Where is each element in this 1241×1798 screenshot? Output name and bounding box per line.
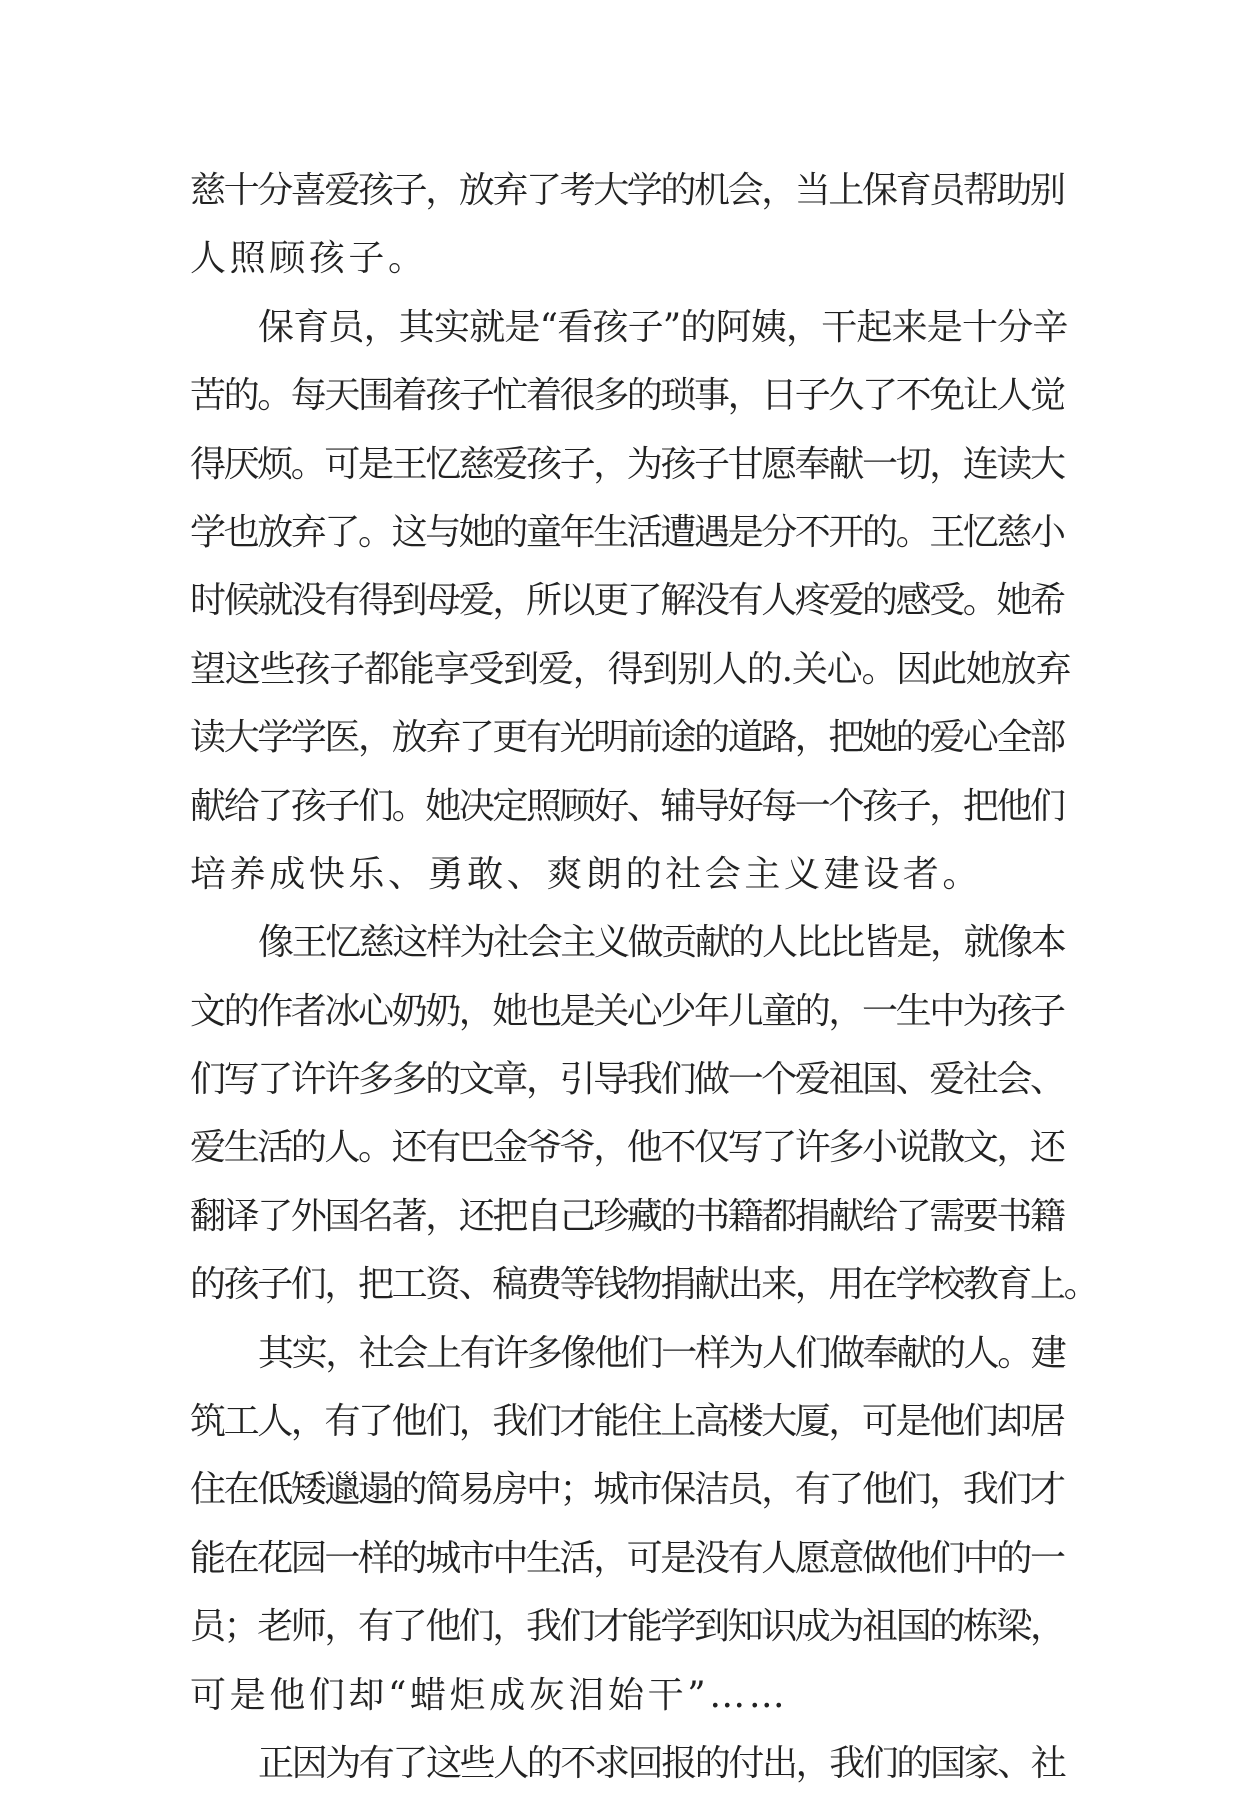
text-line: 翻译了外国名著，还把自己珍藏的书籍都捐献给了需要书籍 [190, 1195, 1064, 1237]
text-line: 保育员，其实就是“看孩子”的阿姨，干起来是十分辛 [258, 306, 1068, 348]
text-line: 苦的。每天围着孩子忙着很多的琐事，日子久了不免让人觉 [190, 375, 1064, 417]
text-line: 慈十分喜爱孩子，放弃了考大学的机会，当上保育员帮助别 [190, 170, 1064, 211]
text-line: 时候就没有得到母爱，所以更了解没有人疼爱的感受。她希 [190, 580, 1064, 622]
text-line: 筑工人，有了他们，我们才能住上高楼大厦，可是他们却居 [190, 1401, 1064, 1443]
text-line: 培养成快乐、勇敢、爽朗的社会主义建设者。 [190, 853, 983, 895]
text-line: 学也放弃了。这与她的童年生活遭遇是分不开的。王忆慈小 [190, 511, 1064, 553]
text-line: 爱生活的人。还有巴金爷爷，他不仅写了许多小说散文，还 [190, 1127, 1064, 1169]
text-line: 献给了孩子们。她决定照顾好、辅导好每一个孩子，把他们 [190, 785, 1064, 827]
text-line: 读大学学医，放弃了更有光明前途的道路，把她的爱心全部 [190, 717, 1064, 759]
text-line: 能在花园一样的城市中生活，可是没有人愿意做他们中的一 [190, 1537, 1064, 1579]
text-line: 得厌烦。可是王忆慈爱孩子，为孩子甘愿奉献一切，连读大 [190, 443, 1064, 485]
text-line: 员；老师，有了他们，我们才能学到知识成为祖国的栋梁， [190, 1606, 1064, 1648]
text-line: 住在低矮邋遢的简易房中；城市保洁员，有了他们，我们才 [190, 1469, 1064, 1511]
text-line: 可是他们却“蜡炬成灰泪始干”…… [190, 1674, 789, 1716]
text-line: 望这些孩子都能享受到爱，得到别人的.关心。因此她放弃 [190, 648, 1071, 690]
text-line: 其实，社会上有许多像他们一样为人们做奉献的人。建 [258, 1332, 1065, 1374]
text-line: 人照顾孩子。 [190, 238, 428, 280]
document-body [190, 157, 1098, 1798]
text-line: 们写了许许多多的文章，引导我们做一个爱祖国、爱社会、 [190, 1059, 1064, 1101]
text-line: 正因为有了这些人的不求回报的付出，我们的国家、社 [258, 1742, 1065, 1784]
text-line: 的孩子们，把工资、稿费等钱物捐献出来，用在学校教育上。 [190, 1264, 1098, 1306]
text-line: 像王忆慈这样为社会主义做贡献的人比比皆是，就像本 [258, 922, 1065, 964]
text-line: 文的作者冰心奶奶，她也是关心少年儿童的，一生中为孩子 [190, 990, 1064, 1032]
